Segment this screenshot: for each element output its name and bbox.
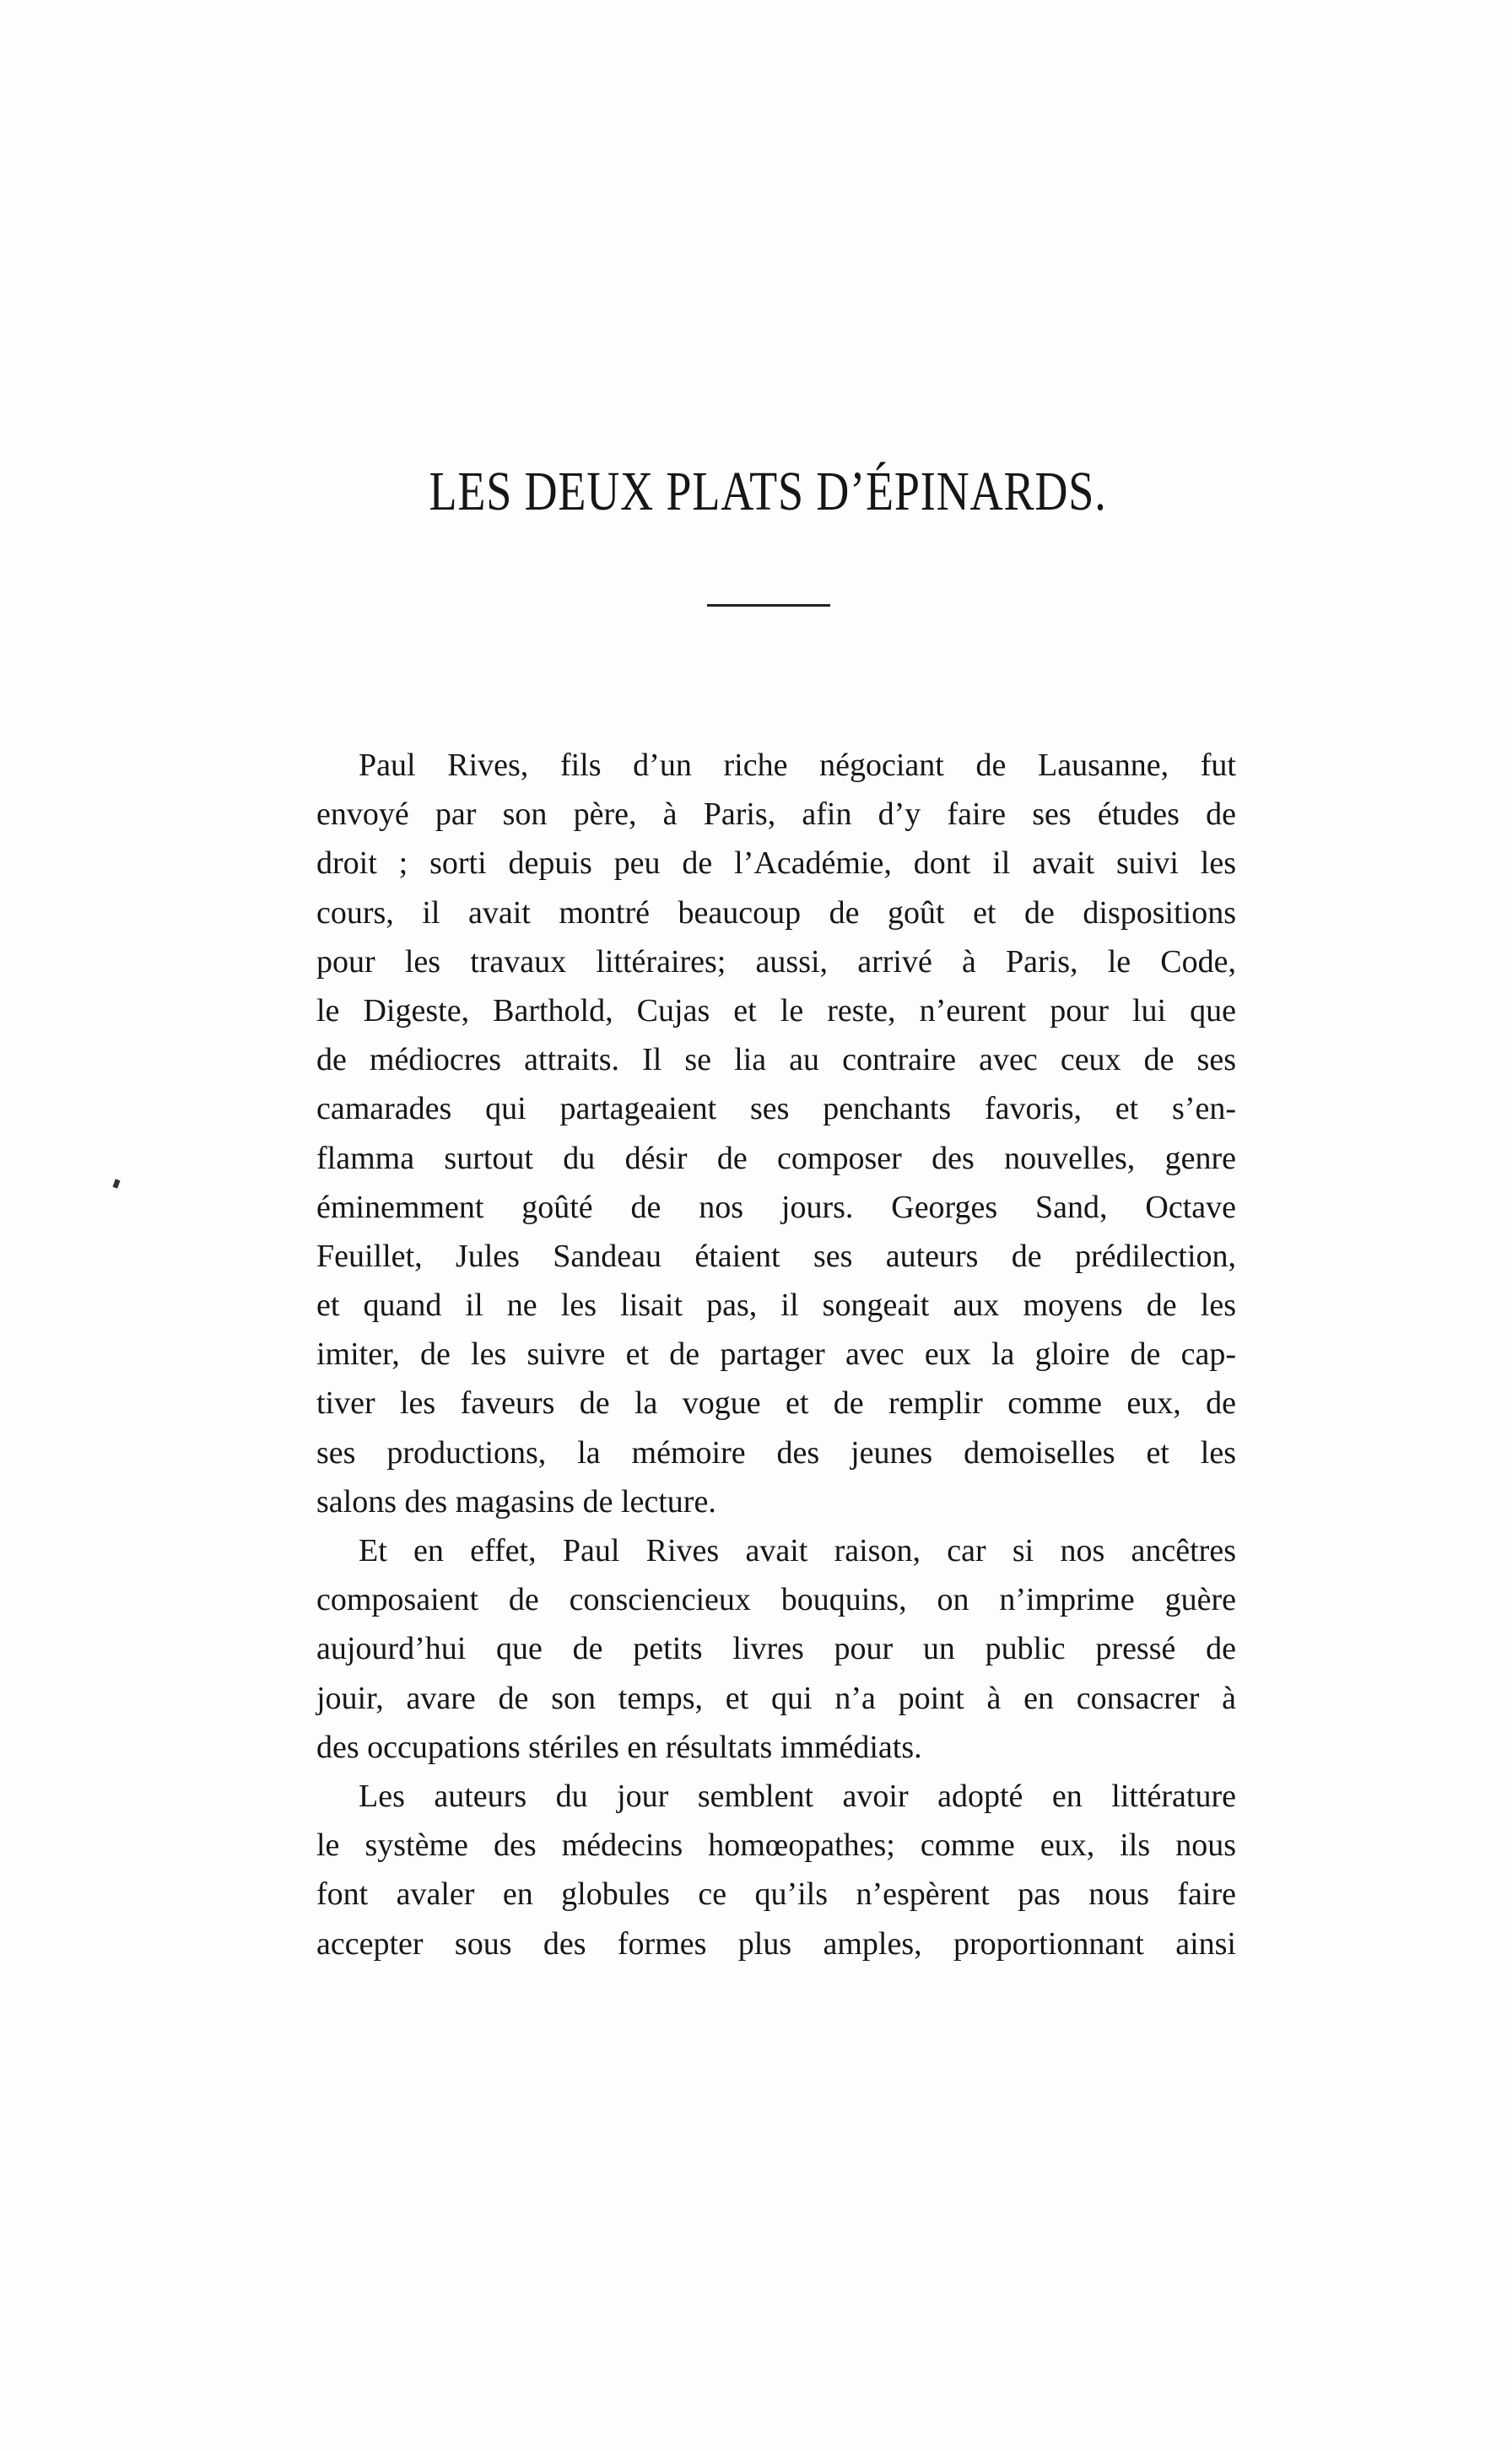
text-line: de médiocres attraits. Il se lia au contraire avec ceux de ses [316, 1042, 1236, 1078]
text-line: droit ; sorti depuis peu de l’Académie, dont il avait suivi les [316, 845, 1236, 882]
text-line: le Digeste, Barthold, Cujas et le reste, n’eurent pour lui que [316, 992, 1236, 1028]
text-line: composaient de consciencieux bouquins, on n’imprime guère [316, 1582, 1236, 1618]
text-line: aujourd’hui que de petits livres pour un public pressé de [316, 1631, 1236, 1667]
text-line: tiver les faveurs de la vogue et de remplir comme eux, de [316, 1385, 1236, 1422]
margin-speck [112, 1179, 120, 1188]
title-divider [707, 604, 830, 607]
text-line: jouir, avare de son temps, et qui n’a point à en consacrer à [316, 1680, 1236, 1716]
text-line: et quand il ne les lisait pas, il songeait aux moyens de les [316, 1288, 1236, 1324]
chapter-title: LES DEUX PLATS D’ÉPINARDS. [429, 461, 1107, 522]
text-line: camarades qui partageaient ses penchants favoris, et s’en- [316, 1091, 1236, 1127]
text-line: Et en effet, Paul Rives avait raison, car si nos ancêtres [359, 1533, 1236, 1568]
text-line: accepter sous des formes plus amples, proportionnant ainsi [316, 1925, 1236, 1962]
text-line: des occupations stériles en résultats immédiats. [316, 1729, 922, 1765]
text-line: ses productions, la mémoire des jeunes demoiselles et les [316, 1434, 1236, 1471]
text-line: Paul Rives, fils d’un riche négociant de Lausanne, fut [359, 748, 1236, 783]
text-line: Feuillet, Jules Sandeau étaient ses auteurs de prédilection, [316, 1238, 1236, 1274]
text-line: flamma surtout du désir de composer des nouvelles, genre [316, 1140, 1236, 1176]
text-line: font avaler en globules ce qu’ils n’espèrent pas nous faire [316, 1876, 1236, 1913]
body-text [316, 741, 1236, 1968]
text-line: le système des médecins homœopathes; comme eux, ils nous [316, 1827, 1236, 1864]
text-line: imiter, de les suivre et de partager avec eux la gloire de cap- [316, 1336, 1236, 1373]
text-line: salons des magasins de lecture. [316, 1483, 716, 1520]
text-line: éminemment goûté de nos jours. Georges Sand, Octave [316, 1189, 1236, 1225]
text-line: envoyé par son père, à Paris, afin d’y faire ses études de [316, 796, 1236, 833]
text-line: Les auteurs du jour semblent avoir adopté en littérature [359, 1778, 1236, 1814]
text-line: pour les travaux littéraires; aussi, arrivé à Paris, le Code, [316, 943, 1236, 980]
text-line: cours, il avait montré beaucoup de goût et de dispositions [316, 894, 1236, 931]
